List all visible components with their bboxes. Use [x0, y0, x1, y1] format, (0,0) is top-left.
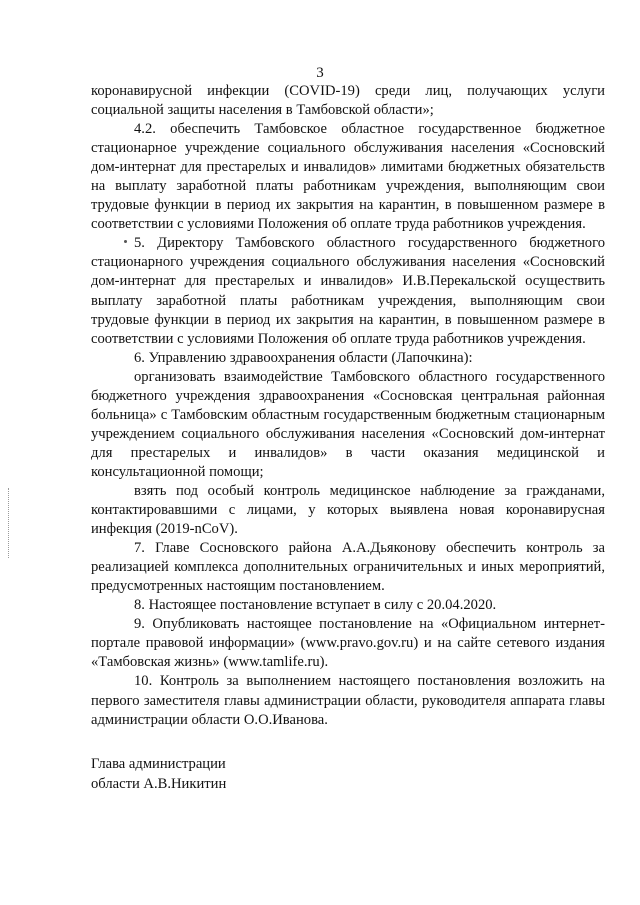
scan-margin-mark [8, 488, 11, 558]
paragraph-6-a: организовать взаимодействие Тамбовского областного государственного бюджетного учреждения здравоохранения «Сосновская центральная районная больница» с Тамбовским областным государственным бюджетным стационарным учреждением социального обслуживания населения «Сосновский дом-интернат для престарелых и инвалидов» в части оказания медицинской и консультационной помощи; [91, 368, 605, 480]
paragraph-6-b: взять под особый контроль медицинское наблюдение за гражданами, контактировавшими с лицами, у которых выявлена новая коронавирусная инфекция (2019-nCoV). [91, 482, 605, 538]
signature-title: Глава администрации [91, 756, 226, 772]
document-body [91, 82, 605, 730]
paragraph-5: 5. Директору Тамбовского областного государственного бюджетного стационарного учреждения социального обслуживания населения «Сосновский дом-интернат для престарелых и инвалидов» И.В.Перекальской осуществить выплату заработной платы работникам учреждения, выполняющим свои трудовые функции в период их закрытия на карантин, в повышенном размере в соответствии с условиями Положения об оплате труда работников учреждения. [91, 235, 605, 347]
paragraph-8: 8. Настоящее постановление вступает в силу с 20.04.2020. [134, 597, 497, 614]
paragraph-cont: коронавирусной инфекции (COVID-19) среди лиц, получающих услуги социальной защиты населения в Тамбовской области»; [91, 83, 605, 119]
signature-name: области А.В.Никитин [91, 775, 227, 792]
signature-block [91, 755, 391, 794]
paragraph-4-2: 4.2. обеспечить Тамбовское областное государственное бюджетное стационарное учреждение социального обслуживания населения «Сосновский дом-интернат для престарелых и инвалидов» лимитами бюджетных обязательств на выплату заработной платы работникам учреждения, выполняющим свои трудовые функции в период их закрытия на карантин, в повышенном размере в соответствии с условиями Положения об оплате труда работников учреждения. [91, 121, 605, 233]
paragraph-10: 10. Контроль за выполнением настоящего постановления возложить на первого заместителя главы администрации области, руководителя аппарата главы администрации области О.О.Иванова. [91, 673, 605, 728]
scan-dot-mark [124, 240, 127, 243]
paragraph-6: 6. Управлению здравоохранения области (Лапочкина): [134, 349, 473, 366]
page-number: 3 [316, 65, 324, 81]
paragraph-9: 9. Опубликовать настоящее постановление на «Официальном интернет-портале правовой информации» (www.pravo.gov.ru) и на сайте сетевого издания «Тамбовская жизнь» (www.tamlife.ru). [91, 616, 605, 671]
paragraph-7: 7. Главе Сосновского района А.А.Дьяконову обеспечить контроль за реализацией комплекса дополнительных ограничительных и иных мероприятий, предусмотренных настоящим постановлением. [91, 540, 605, 595]
